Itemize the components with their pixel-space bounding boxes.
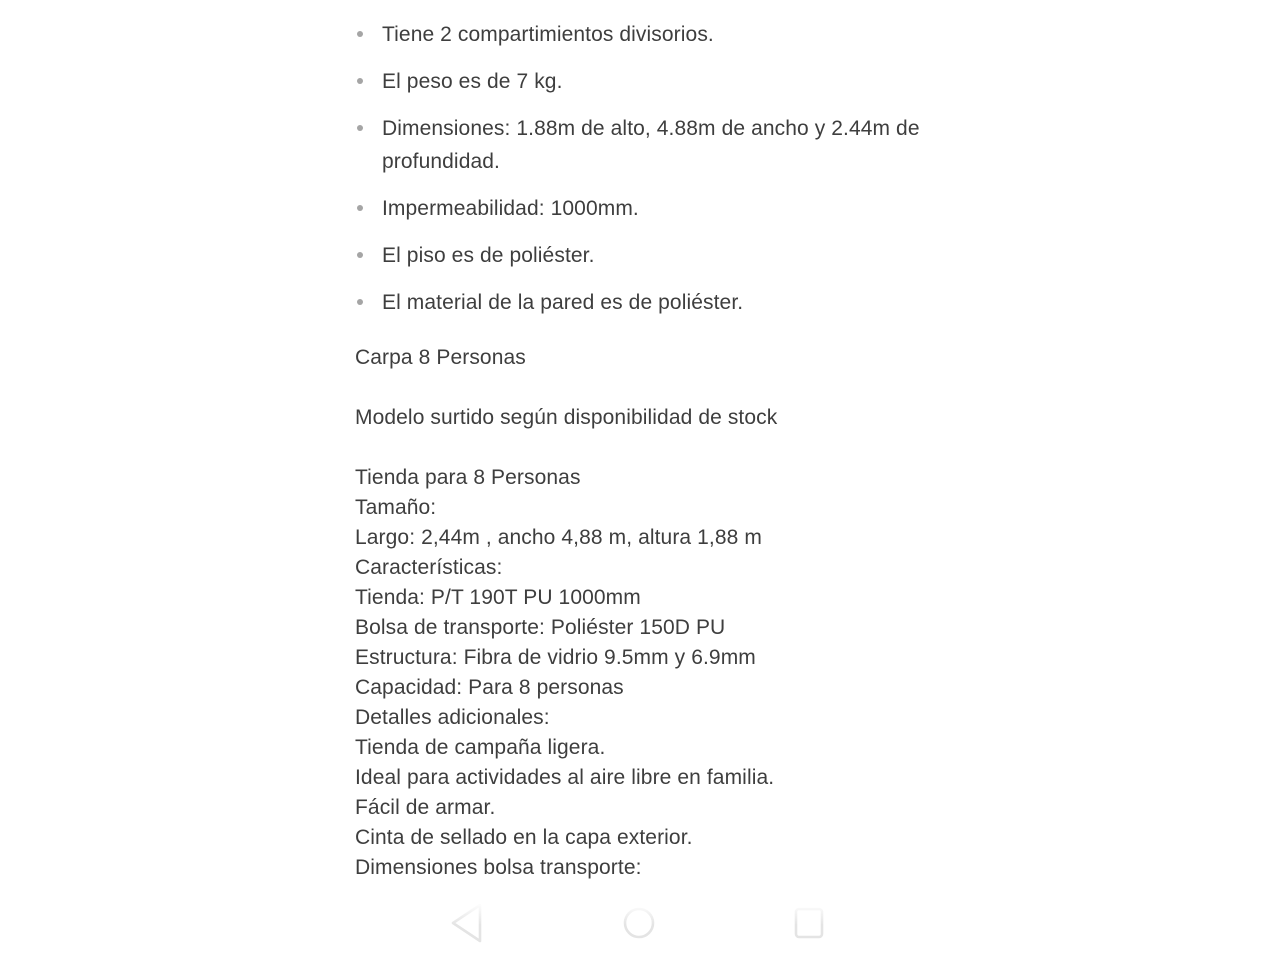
spec-line: Tamaño:	[355, 496, 437, 519]
spec-line: Cinta de sellado en la capa exterior.	[355, 826, 693, 849]
bullet-dot-icon	[357, 205, 363, 211]
bullet-text: El piso es de poliéster.	[382, 244, 595, 267]
spec-line: Estructura: Fibra de vidrio 9.5mm y 6.9mm	[355, 646, 756, 669]
recents-icon[interactable]	[793, 902, 825, 944]
bullet-text: Tiene 2 compartimientos divisorios.	[382, 23, 714, 46]
bullet-dot-icon	[357, 299, 363, 305]
feature-bullet-list	[355, 18, 933, 319]
bullet-dot-icon	[357, 252, 363, 258]
spec-block	[355, 463, 933, 883]
bullet-item	[355, 112, 933, 178]
spec-line: Tienda de campaña ligera.	[355, 736, 606, 759]
spec-line: Detalles adicionales:	[355, 706, 550, 729]
bullet-dot-icon	[357, 125, 363, 131]
bullet-text: Impermeabilidad: 1000mm.	[382, 197, 639, 220]
spec-line: Bolsa de transporte: Poliéster 150D PU	[355, 616, 726, 639]
spec-line: Dimensiones bolsa transporte:	[355, 856, 642, 879]
product-description	[355, 18, 933, 883]
back-icon[interactable]	[449, 902, 483, 944]
spec-line: Tienda: P/T 190T PU 1000mm	[355, 586, 641, 609]
spec-line: Capacidad: Para 8 personas	[355, 676, 624, 699]
android-nav-bar	[0, 898, 1280, 960]
bullet-dot-icon	[357, 78, 363, 84]
product-title: Carpa 8 Personas	[355, 346, 526, 369]
bullet-text: El peso es de 7 kg.	[382, 70, 563, 93]
bullet-text: Dimensiones: 1.88m de alto, 4.88m de ancho y 2.44m de profundidad.	[382, 117, 920, 173]
bullet-item	[355, 192, 933, 225]
spec-line: Características:	[355, 556, 503, 579]
spec-line: Largo: 2,44m , ancho 4,88 m, altura 1,88 m	[355, 526, 762, 549]
bullet-dot-icon	[357, 31, 363, 37]
bullet-item	[355, 65, 933, 98]
bullet-item	[355, 18, 933, 51]
bullet-text: El material de la pared es de poliéster.	[382, 291, 744, 314]
home-icon[interactable]	[623, 902, 655, 944]
bullet-item	[355, 239, 933, 272]
availability-note: Modelo surtido según disponibilidad de stock	[355, 406, 778, 429]
spec-line: Fácil de armar.	[355, 796, 496, 819]
bullet-item	[355, 286, 933, 319]
spec-line: Ideal para actividades al aire libre en familia.	[355, 766, 775, 789]
spec-line: Tienda para 8 Personas	[355, 466, 581, 489]
